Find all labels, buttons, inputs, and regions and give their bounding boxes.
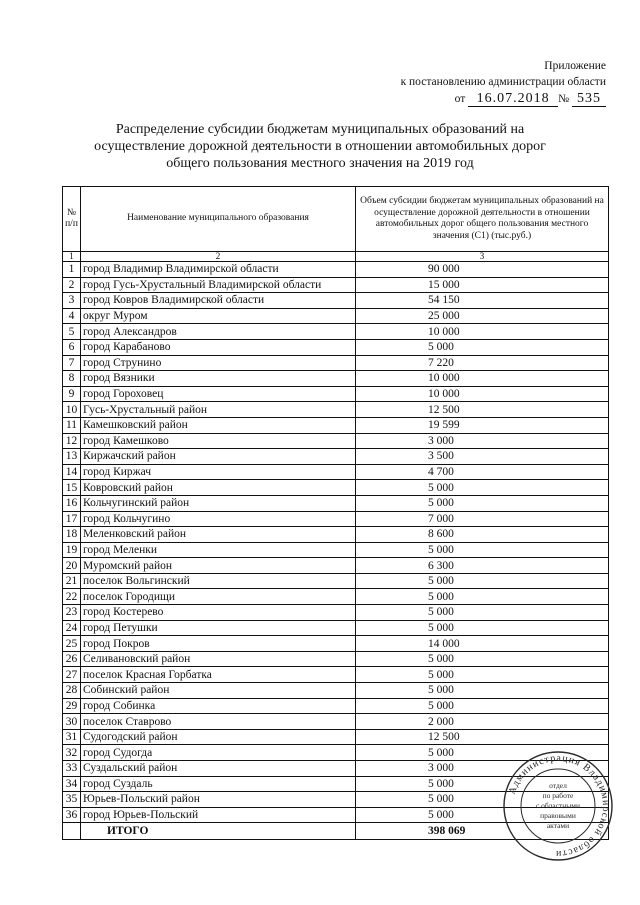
table-row	[63, 542, 609, 558]
table-row	[63, 277, 609, 293]
row-amount: 8 600	[356, 527, 609, 543]
row-amount: 90 000	[356, 262, 609, 278]
row-number: 33	[63, 761, 81, 777]
col-number-2: 2	[81, 252, 356, 262]
table-row	[63, 651, 609, 667]
row-name: город Ковров Владимирской области	[81, 293, 356, 309]
title-line-1: Распределение субсидии бюджетам муниципальных образований на	[115, 122, 525, 137]
row-name: Собинский район	[81, 683, 356, 699]
row-amount: 25 000	[356, 308, 609, 324]
row-amount: 4 700	[356, 464, 609, 480]
row-amount: 7 000	[356, 511, 609, 527]
row-number: 23	[63, 605, 81, 621]
row-amount: 12 500	[356, 729, 609, 745]
row-name: поселок Ставрово	[81, 714, 356, 730]
table-row	[63, 355, 609, 371]
resolution-date: 16.07.2018	[468, 92, 558, 107]
row-number: 7	[63, 355, 81, 371]
row-name: город Карабаново	[81, 339, 356, 355]
row-amount: 15 000	[356, 277, 609, 293]
table-row	[63, 417, 609, 433]
table-row	[63, 480, 609, 496]
row-amount: 5 000	[356, 745, 609, 761]
row-number: 22	[63, 589, 81, 605]
official-seal	[502, 750, 614, 862]
row-amount: 5 000	[356, 573, 609, 589]
row-name: поселок Городищи	[81, 589, 356, 605]
table-row	[63, 324, 609, 340]
row-number: 13	[63, 449, 81, 465]
row-number: 36	[63, 807, 81, 823]
total-empty-cell	[63, 823, 81, 840]
resolution-number: 535	[572, 92, 606, 107]
row-name: поселок Красная Горбатка	[81, 667, 356, 683]
row-name: Муромский район	[81, 558, 356, 574]
row-number: 15	[63, 480, 81, 496]
row-number: 26	[63, 651, 81, 667]
row-number: 17	[63, 511, 81, 527]
row-amount: 5 000	[356, 807, 609, 823]
row-name: Меленковский район	[81, 527, 356, 543]
seal-inner-line: актами	[546, 821, 570, 830]
col-header-amount: Объем субсидии бюджетам муниципальных образований на осуществление дорожной деятельности в отношении автомобильных дорог общего пользования местного значения (С1) (тыс.руб.)	[356, 187, 609, 252]
seal-inner-line: с областными	[535, 801, 581, 810]
row-amount: 5 000	[356, 698, 609, 714]
row-amount: 5 000	[356, 683, 609, 699]
col-number-3: 3	[356, 252, 609, 262]
row-amount: 14 000	[356, 636, 609, 652]
row-number: 35	[63, 792, 81, 808]
table-row	[63, 308, 609, 324]
row-name: Селивановский район	[81, 651, 356, 667]
row-name: город Камешково	[81, 433, 356, 449]
resolution-reference: к постановлению администрации области	[400, 76, 606, 88]
col-header-name: Наименование муниципального образования	[81, 187, 356, 252]
row-amount: 5 000	[356, 589, 609, 605]
row-amount: 5 000	[356, 495, 609, 511]
row-amount: 5 000	[356, 480, 609, 496]
row-name: Киржачский район	[81, 449, 356, 465]
row-name: город Киржач	[81, 464, 356, 480]
table-row	[63, 605, 609, 621]
row-name: город Струнино	[81, 355, 356, 371]
number-prefix: №	[558, 93, 570, 105]
title-line-2: осуществление дорожной деятельности в отношении автомобильных дорог	[94, 139, 546, 154]
table-row	[63, 667, 609, 683]
row-name: Гусь-Хрустальный район	[81, 402, 356, 418]
row-number: 27	[63, 667, 81, 683]
row-amount: 5 000	[356, 620, 609, 636]
row-amount: 10 000	[356, 386, 609, 402]
row-amount: 3 000	[356, 761, 609, 777]
row-number: 1	[63, 262, 81, 278]
row-name: Ковровский район	[81, 480, 356, 496]
col-header-number: № п/п	[63, 187, 81, 252]
row-amount: 19 599	[356, 417, 609, 433]
row-name: Судогодский район	[81, 729, 356, 745]
table-row	[63, 683, 609, 699]
title-line-3: общего пользования местного значения на 2019 год	[166, 156, 474, 171]
table-row	[63, 558, 609, 574]
row-name: город Собинка	[81, 698, 356, 714]
row-amount: 5 000	[356, 776, 609, 792]
row-number: 21	[63, 573, 81, 589]
appendix-label: Приложение	[544, 60, 606, 72]
table-row	[63, 714, 609, 730]
row-name: округ Муром	[81, 308, 356, 324]
row-number: 14	[63, 464, 81, 480]
table-row	[63, 729, 609, 745]
row-amount: 2 000	[356, 714, 609, 730]
row-name: город Владимир Владимирской области	[81, 262, 356, 278]
row-number: 4	[63, 308, 81, 324]
row-number: 18	[63, 527, 81, 543]
subsidy-table	[62, 186, 609, 840]
row-amount: 54 150	[356, 293, 609, 309]
table-row	[63, 262, 609, 278]
row-amount: 10 000	[356, 371, 609, 387]
from-prefix: от	[454, 93, 466, 105]
row-number: 11	[63, 417, 81, 433]
row-name: город Александров	[81, 324, 356, 340]
row-name: город Меленки	[81, 542, 356, 558]
table-row	[63, 620, 609, 636]
row-number: 8	[63, 371, 81, 387]
row-name: Кольчугинский район	[81, 495, 356, 511]
row-name: город Вязники	[81, 371, 356, 387]
row-name: город Кольчугино	[81, 511, 356, 527]
seal-inner-line: отдел	[549, 781, 567, 790]
row-amount: 5 000	[356, 605, 609, 621]
row-name: Суздальский район	[81, 761, 356, 777]
col-number-1: 1	[63, 252, 81, 262]
table-row	[63, 402, 609, 418]
row-number: 6	[63, 339, 81, 355]
total-value: 398 069	[356, 823, 609, 840]
row-amount: 12 500	[356, 402, 609, 418]
table-row	[63, 527, 609, 543]
row-number: 31	[63, 729, 81, 745]
row-amount: 5 000	[356, 542, 609, 558]
row-name: город Гусь-Хрустальный Владимирской области	[81, 277, 356, 293]
row-amount: 5 000	[356, 651, 609, 667]
row-number: 5	[63, 324, 81, 340]
row-name: город Покров	[81, 636, 356, 652]
table-row	[63, 339, 609, 355]
row-name: поселок Вольгинский	[81, 573, 356, 589]
row-number: 29	[63, 698, 81, 714]
row-number: 16	[63, 495, 81, 511]
row-name: Камешковский район	[81, 417, 356, 433]
row-number: 19	[63, 542, 81, 558]
table-row	[63, 573, 609, 589]
table-header-row	[63, 187, 609, 252]
row-name: город Юрьев-Польский	[81, 807, 356, 823]
seal-inner-line: правовыми	[540, 811, 576, 820]
table-row	[63, 511, 609, 527]
row-name: город Костерево	[81, 605, 356, 621]
row-number: 9	[63, 386, 81, 402]
row-name: город Судогда	[81, 745, 356, 761]
row-number: 34	[63, 776, 81, 792]
row-number: 10	[63, 402, 81, 418]
row-number: 3	[63, 293, 81, 309]
table-row	[63, 371, 609, 387]
seal-inner-line: по работе	[542, 791, 574, 800]
row-amount: 5 000	[356, 792, 609, 808]
table-row	[63, 386, 609, 402]
row-number: 2	[63, 277, 81, 293]
row-amount: 10 000	[356, 324, 609, 340]
table-row	[63, 636, 609, 652]
row-number: 28	[63, 683, 81, 699]
total-label: ИТОГО	[81, 823, 356, 840]
table-row	[63, 589, 609, 605]
row-amount: 3 000	[356, 433, 609, 449]
row-name: город Петушки	[81, 620, 356, 636]
table-row	[63, 433, 609, 449]
row-name: Юрьев-Польский район	[81, 792, 356, 808]
row-name: город Гороховец	[81, 386, 356, 402]
table-row	[63, 698, 609, 714]
table-row	[63, 495, 609, 511]
row-amount: 6 300	[356, 558, 609, 574]
row-number: 32	[63, 745, 81, 761]
row-name: город Суздаль	[81, 776, 356, 792]
table-row	[63, 464, 609, 480]
row-amount: 5 000	[356, 339, 609, 355]
row-number: 25	[63, 636, 81, 652]
row-number: 24	[63, 620, 81, 636]
row-amount: 3 500	[356, 449, 609, 465]
row-amount: 7 220	[356, 355, 609, 371]
row-number: 20	[63, 558, 81, 574]
row-number: 12	[63, 433, 81, 449]
column-number-row	[63, 252, 609, 262]
table-row	[63, 449, 609, 465]
seal-outer-text: Администрация Владимирской области	[506, 752, 612, 860]
row-amount: 5 000	[356, 667, 609, 683]
date-number-line	[455, 92, 606, 107]
table-row	[63, 293, 609, 309]
row-number: 30	[63, 714, 81, 730]
